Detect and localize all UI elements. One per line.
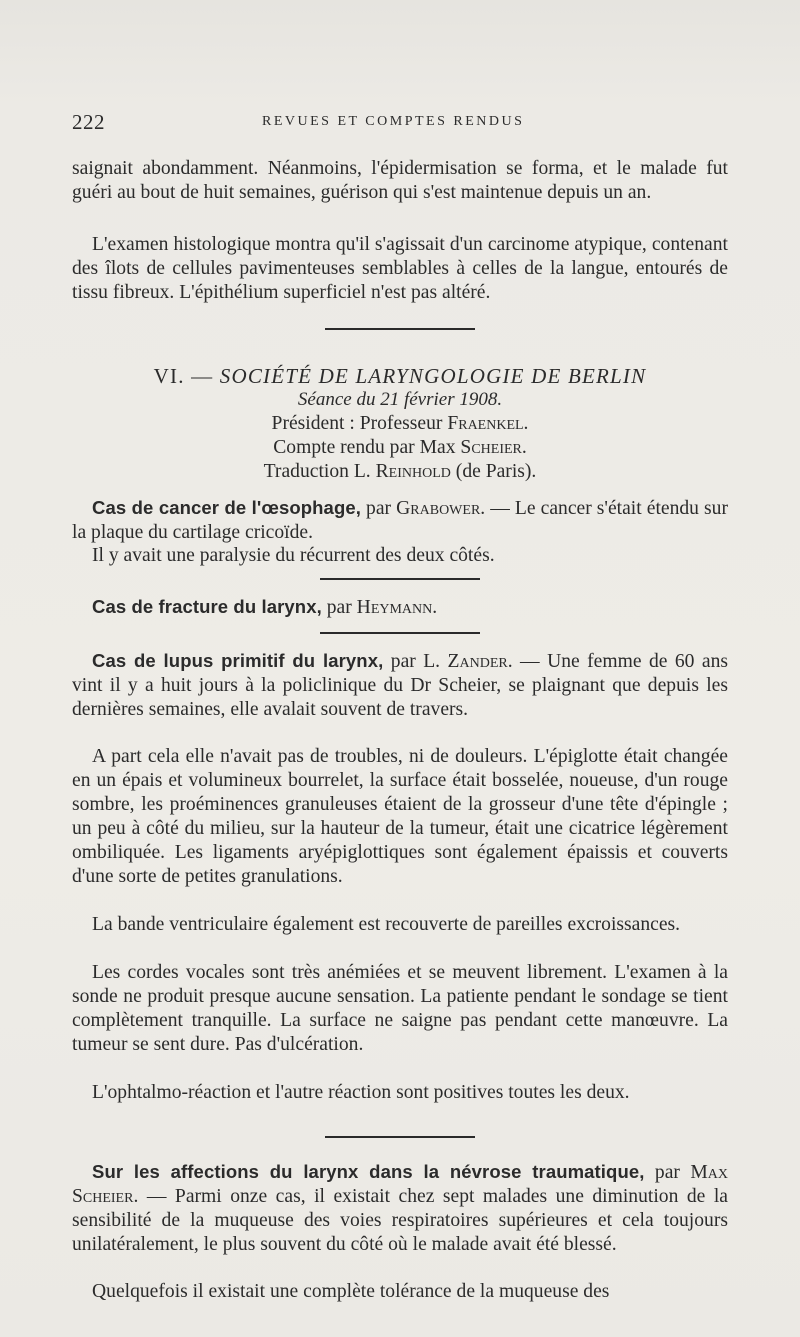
article-paragraph: Il y avait une paralysie du récurrent des deux côtés. [92, 545, 495, 566]
article-author: Max Scheier. [72, 1162, 728, 1207]
article-by: par [654, 1162, 680, 1183]
article-fracture-larynx [72, 595, 728, 620]
translation-line [72, 460, 728, 484]
page-header [72, 110, 752, 140]
report-line [72, 436, 728, 460]
article-text: — Parmi onze cas, il existait chez sept malades une diminution de la sensibilité de la muqueuse des voies respiratoires supérieures et cela toujours unilatéralement, le plus souvent du côté où le malade avait été blessé. [72, 1186, 728, 1255]
article-title: Sur les affections du larynx dans la névrose traumatique, [92, 1161, 645, 1182]
session-date: Séance du 21 février 1908. [297, 389, 503, 410]
article-paragraph: Les cordes vocales sont très anémiées et se meuvent librement. L'examen à la sonde ne produit presque aucune sensation. La patiente pendant le sondage se tient complètement tranquille. La surface ne saigne pas pendant cette manœuvre. La tumeur se sent dure. Pas d'ulcération. [72, 962, 728, 1055]
continuation-paragraph-2: L'examen histologique montra qu'il s'agissait d'un carcinome atypique, contenant des îlots de cellules pavimenteuses semblables à celles de la langue, entourés de tissu fibreux. L'épithélium superficiel n'est pas altéré. [72, 234, 728, 303]
article-divider [320, 632, 480, 634]
president-line [72, 412, 728, 436]
translation-label: Traduction L. [263, 461, 371, 482]
article-nevrose-traumatique [72, 1160, 728, 1257]
section-heading [72, 364, 728, 388]
article-paragraph: L'ophtalmo-réaction et l'autre réaction sont positives toutes les deux. [92, 1082, 630, 1103]
article-by: par [326, 597, 352, 618]
article-title: Cas de lupus primitif du larynx, [92, 650, 384, 671]
translation-suffix: (de Paris). [455, 461, 537, 482]
article-paragraph: Quelquefois il existait une complète tolérance de la muqueuse des [92, 1281, 610, 1302]
page-number: 222 [72, 110, 105, 134]
report-label: Compte rendu par Max [273, 437, 456, 458]
article-author: Zander. [447, 651, 513, 672]
article-by: par [366, 498, 392, 519]
article-author: Grabower. [396, 498, 486, 519]
article-paragraph: La bande ventriculaire également est recouverte de pareilles excroissances. [92, 914, 681, 935]
section-title: SOCIÉTÉ DE LARYNGOLOGIE DE BERLIN [219, 364, 647, 388]
section-number: VI. — [153, 364, 214, 388]
article-author: Heymann. [356, 597, 438, 618]
article-text: — Une femme de 60 ans vint il y a huit jours à la policlinique du Dr Scheier, se plaignant que depuis les dernières semaines, elle avalait souvent de travers. [72, 651, 729, 720]
article-lupus-larynx [72, 649, 728, 722]
article-text: — Le cancer s'était étendu sur la plaque du cartilage cricoïde. [72, 498, 728, 543]
article-title: Cas de fracture du larynx, [92, 596, 322, 617]
article-divider [320, 578, 480, 580]
article-cancer-oesophage [72, 496, 728, 545]
report-name: Scheier. [460, 437, 527, 458]
translation-name: Reinhold [375, 461, 451, 482]
president-label: Président : Professeur [271, 413, 443, 434]
president-name: Fraenkel. [447, 413, 529, 434]
article-title: Cas de cancer de l'œsophage, [92, 497, 361, 518]
continuation-paragraph-1: saignait abondamment. Néanmoins, l'épidermisation se forma, et le malade fut guéri au bout de huit semaines, guérison qui s'est maintenue depuis un an. [72, 158, 728, 203]
section-divider [325, 328, 475, 330]
article-paragraph: A part cela elle n'avait pas de troubles, ni de douleurs. L'épiglotte était changée en un épais et volumineux bourrelet, la surface était bosselée, noueuse, d'un rouge sombre, les proéminences granuleuses étaient de la grosseur d'une tête d'épingle ; un peu à côté du milieu, sur la hauteur de la tumeur, était une cicatrice légèrement ombiliquée. Les ligaments aryépiglottiques sont également épaissis et couverts d'une sorte de petites granulations. [72, 746, 728, 887]
article-divider [325, 1136, 475, 1138]
running-head: REVUES ET COMPTES RENDUS [262, 114, 525, 129]
article-by: par L. [390, 651, 441, 672]
